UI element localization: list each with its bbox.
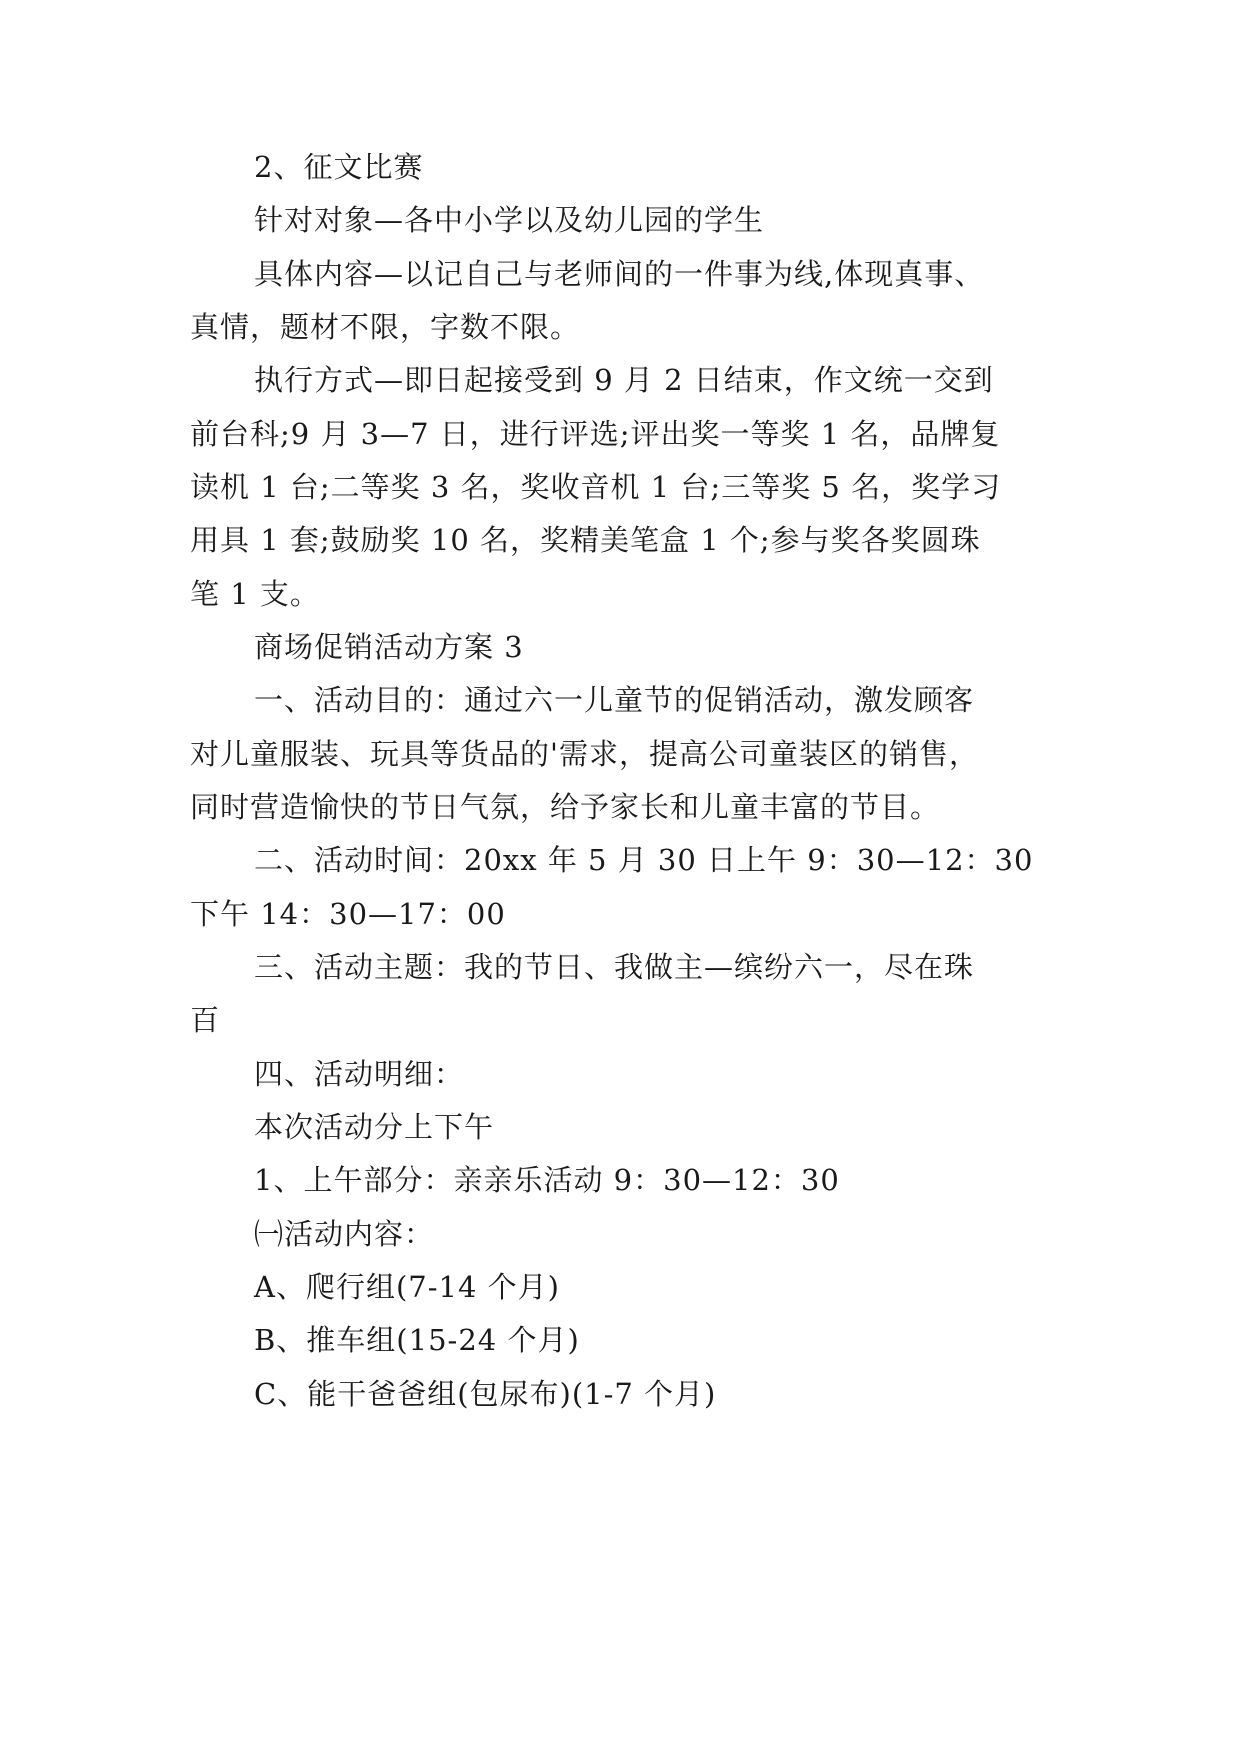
paragraph-line: 四、活动明细： — [254, 1057, 465, 1091]
paragraph-line: 前台科;9 月 3—7 日，进行评选;评出奖一等奖 1 名，品牌复 — [190, 417, 1001, 451]
paragraph-line: 执行方式—即日起接受到 9 月 2 日结束，作文统一交到 — [254, 363, 994, 397]
paragraph-line: ㈠活动内容： — [254, 1217, 435, 1251]
list-item: C、能干爸爸组(包尿布)(1-7 个月) — [254, 1377, 717, 1411]
paragraph-line: 笔 1 支。 — [190, 577, 320, 611]
paragraph-line: 下午 14：30—17：00 — [190, 897, 506, 931]
paragraph-line: 具体内容—以记自己与老师间的一件事为线,体现真事、 — [254, 257, 985, 291]
paragraph-line: 用具 1 套;鼓励奖 10 名，奖精美笔盒 1 个;参与奖各奖圆珠 — [190, 523, 981, 557]
section-heading-essay-contest: 2、征文比赛 — [254, 150, 424, 184]
paragraph-line: 1、上午部分：亲亲乐活动 9：30—12：30 — [254, 1163, 840, 1197]
paragraph-line: 读机 1 台;二等奖 3 名，奖收音机 1 台;三等奖 5 名，奖学习 — [190, 470, 1002, 504]
paragraph-line: 二、活动时间：20xx 年 5 月 30 日上午 9：30—12：30 — [254, 843, 1034, 877]
paragraph-line: 三、活动主题：我的节日、我做主—缤纷六一，尽在珠 — [254, 950, 975, 984]
paragraph-line: 真情，题材不限，字数不限。 — [190, 310, 581, 344]
paragraph-line: 百 — [190, 1003, 221, 1037]
paragraph-line: 针对对象—各中小学以及幼儿园的学生 — [254, 203, 765, 237]
section-title-plan-3: 商场促销活动方案 3 — [254, 630, 524, 664]
list-item: A、爬行组(7-14 个月) — [254, 1270, 560, 1304]
paragraph-line: 对儿童服装、玩具等货品的'需求，提高公司童装区的销售， — [190, 737, 979, 771]
list-item: B、推车组(15-24 个月) — [254, 1323, 580, 1357]
paragraph-line: 同时营造愉快的节日气氛，给予家长和儿童丰富的节目。 — [190, 790, 941, 824]
paragraph-line: 一、活动目的：通过六一儿童节的促销活动，激发顾客 — [254, 683, 975, 717]
paragraph-line: 本次活动分上下午 — [254, 1110, 495, 1144]
